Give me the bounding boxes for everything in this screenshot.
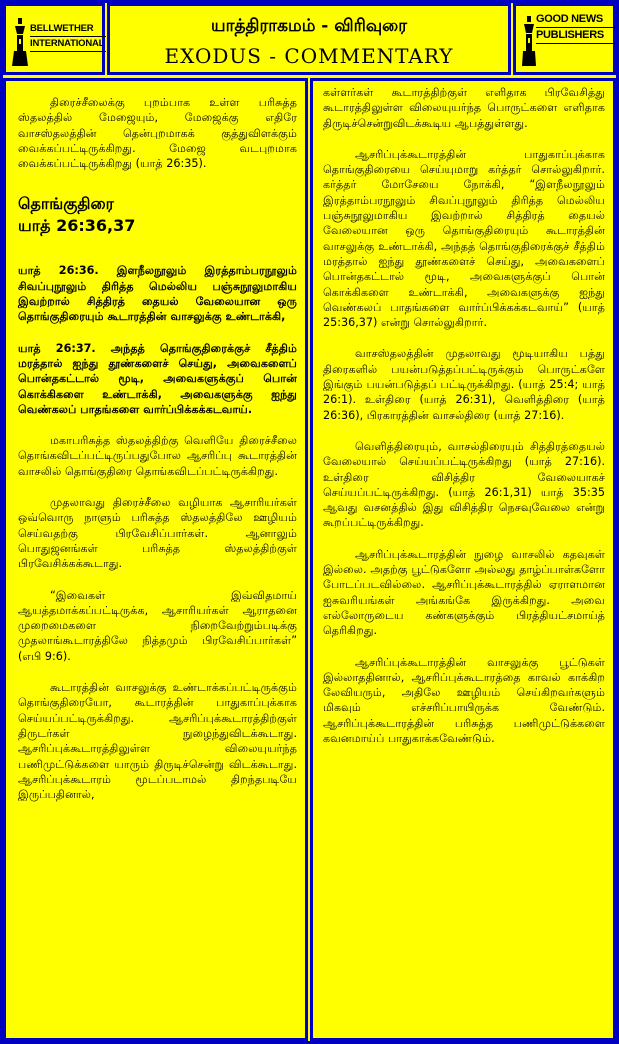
right-logo-line2: PUBLISHERS: [536, 28, 616, 44]
paragraph: ஆசரிப்புக்கூடாரத்தின் வாசலுக்கு பூட்டுகள் இல்லாததினால், ஆசரிப்புக்கூடாரத்தை காவல் காக்கிற லேவியரும், அதிலே ஊழியம் செய்கிறவர்களும் மிகவும் எச்சரிப்பாயிருக்க வேண்டும். ஆசரிப்புக்கூடாரத்தின் பரிசுத்த பணிமுட்டுக்களை கவனமாய்ப் பாதுகாக்கவேண்டும்.: [323, 655, 605, 745]
paragraph: முதலாவது திரைச்சீலை வழியாக ஆசாரியர்கள் ஒவ்வொரு நாளும் பரிசுத்த ஸ்தலத்திலே ஊழியம் செய்வதற்கு பிரவேசிப்பார்கள். ஆனாலும் பொதுஜனங்கள் பரிசுத்த ஸ்தலத்திற்குள் பிரவேசிக்கக்கூடாது.: [18, 496, 297, 571]
paragraph: “இவைகள் இவ்விதமாய் ஆயத்தமாக்கப்பட்டிருக்க, ஆசாரியர்கள் ஆராதனை முறைமைகளை நிறைவேற்றும்படிக்கு முதலாங்கூடாரத்திலே நித்தமும் பிரவேசிப்பார்கள்” (எபி 9:6).: [18, 588, 297, 663]
page-title-tamil: யாத்திராகமம் - விரிவுரை: [211, 16, 407, 36]
paragraph: கள்ளர்கள் கூடாரத்திற்குள் எளிதாக பிரவேசித்து கூடாரத்திலுள்ள விலையுயர்ந்த பொருட்களை எளிதாக திருடிச்சென்றுவிடக்கூடிய ஆபத்துள்ளது.: [323, 86, 605, 130]
paragraph: வெளித்திரையும், வாசல்திரையும் சித்திரத்தையல் வேலையால் செய்யப்பட்டிருக்கிறது (யாத் 27:16). உள்திரை விசித்திர வேலையாகச் செய்யப்பட்டிருக்கிறது. (யாத் 26:1,31) யாத் 35:35 ஆவது வசனத்தில் இது விசித்திர நெசவுவேலை என்று கூறப்பட்டிருக்கிறது.: [323, 439, 605, 530]
paragraph: ஆசரிப்புக்கூடாரத்தின் பாதுகாப்புக்காக தொங்குதிரையை செய்யுமாறு கர்த்தர் சொல்லுகிறார். கர்த்தர் மோசேயை நோக்கி, “இளநீலநூலும் இரத்தாம்பரநூலும் சிவப்புநூலும் திரித்த மெல்லிய பஞ்சுநூலுமாகிய இவற்றால் சித்திரத் தையல் வேலையான ஒரு தொங்குதிரையும் கூடாரத்தின் வாசலுக்கு உண்டாக்கி, அந்தத் தொங்குதிரைக்குச் சீத்திம் மரத்தால் ஐந்து தூண்களைச் செய்து, அவைகளைப் பொன்தகட்டால் மூடி, அவைகளுக்குப் பொன் கொக்கிகளை உண்டாக்கி, அவைகளுக்கு ஐந்து வெண்கலப் பாதங்களை வார்ப்பிக்கக்கடவாய்” (யாத் 25:36,37) என்று சொல்லுகிறார்.: [323, 147, 605, 330]
left-logo-line1: BELLWETHER: [30, 22, 106, 37]
paragraph: வாசஸ்தலத்தின் முதலாவது மூடியாகிய பத்து திரைகளில் பயன்படுத்தப்பட்டிருக்கும் பொருட்களே இங்கும் பயன்படுத்தப் பட்டிருக்கிறது. (யாத் 25:4; யாத் 26:1). உள்திரை (யாத் 26:31), வெளித்திரை (யாத் 26:36), பிரகாரத்தின் வாசல்திரை (யாத் 27:16).: [323, 347, 605, 422]
section-reference: யாத் 26:36,37: [18, 216, 136, 236]
left-logo-line2: INTERNATIONAL: [30, 37, 106, 52]
right-logo-line1: GOOD NEWS: [536, 12, 616, 28]
tower-icon: [522, 16, 536, 66]
paragraph: கூடாரத்தின் வாசலுக்கு உண்டாக்கப்பட்டிருக்கும் தொங்குதிரையோ, கூடாரத்தின் பாதுகாப்புக்காக செய்யப்பட்டிருக்கிறது. ஆசரிப்புக்கூடாரத்திற்குள் திருடர்கள் நுழைந்துவிடக்கூடாது. ஆசரிப்புக்கூடாரத்திலுள்ள விலையுயர்ந்த பணிமுட்டுக்களை யாரும் திருடிச்சென்று விடக்கூடாது. ஆசரிப்புக்கூடாரம் மூடப்படாமல் திறந்தபடியே இருப்பதினால்,: [18, 681, 297, 802]
good-news-logo: [513, 3, 616, 75]
title-box: [107, 3, 511, 75]
paragraph: மகாபரிசுத்த ஸ்தலத்திற்கு வெளியே திரைச்சீலை தொங்கவிடப்பட்டிருப்பதுபோல ஆசரிப்பு கூடாரத்தின் வாசலில் தொங்குதிரை தொங்கவிடப்பட்டிருக்கிறது.: [18, 434, 297, 478]
paragraph: திரைச்சீலைக்கு புறம்பாக உள்ள பரிசுத்த ஸ்தலத்தில் மேஜையும், மேஜைக்கு எதிரே வாசஸ்தலத்தின் தென்புறமாகக் குத்துவிளக்கும் வைக்கப்பட்டிருக்கிறது. மேஜை வடபுறமாக வைக்கப்பட்டிருக்கிறது (யாத் 26:35).: [18, 96, 297, 171]
paragraph: ஆசரிப்புக்கூடாரத்தின் நுழை வாசலில் கதவுகள் இல்லை. அதற்கு பூட்டுகளோ அல்லது தாழ்ப்பாள்களோ போடப்படவில்லை. ஆசரிப்புக்கூடாரத்தில் ஏராளமான ஐசுவரியங்கள் அங்கங்கே இருக்கிறது. அவை எல்லோருடைய கண்களுக்கும் பிரத்தியட்சமாய்த் தெரிகிறது.: [323, 547, 605, 638]
verse-text: யாத் 26:37. அந்தத் தொங்குதிரைக்குச் சீத்திம் மரத்தால் ஐந்து தூண்களைச் செய்து, அவைகளைப் பொன்தகட்டால் மூடி, அவைகளுக்குப் பொன் கொக்கிகளை உண்டாக்கி, அவைகளுக்கு ஐந்து வெண்கலப் பாதங்களை வார்ப்பிக்கக்கடவாய்.: [18, 341, 297, 416]
section-heading: தொங்குதிரை: [18, 194, 114, 214]
bellwether-logo: [3, 3, 105, 75]
page-title-english: EXODUS - COMMENTARY: [164, 44, 454, 68]
verse-text: யாத் 26:36. இளநீலநூலும் இரத்தாம்பரநூலும் சிவப்புநூலும் திரித்த மெல்லிய பஞ்சுநூலுமாகிய இவற்றால் சித்திரத் தையல் வேலையான ஒரு தொங்குதிரையும் கூடாரத்தின் வாசலுக்கு உண்டாக்கி,: [18, 264, 297, 324]
page-header: [0, 0, 619, 78]
tower-icon: [12, 18, 28, 66]
right-column: [310, 78, 616, 1041]
left-column: [3, 78, 308, 1041]
